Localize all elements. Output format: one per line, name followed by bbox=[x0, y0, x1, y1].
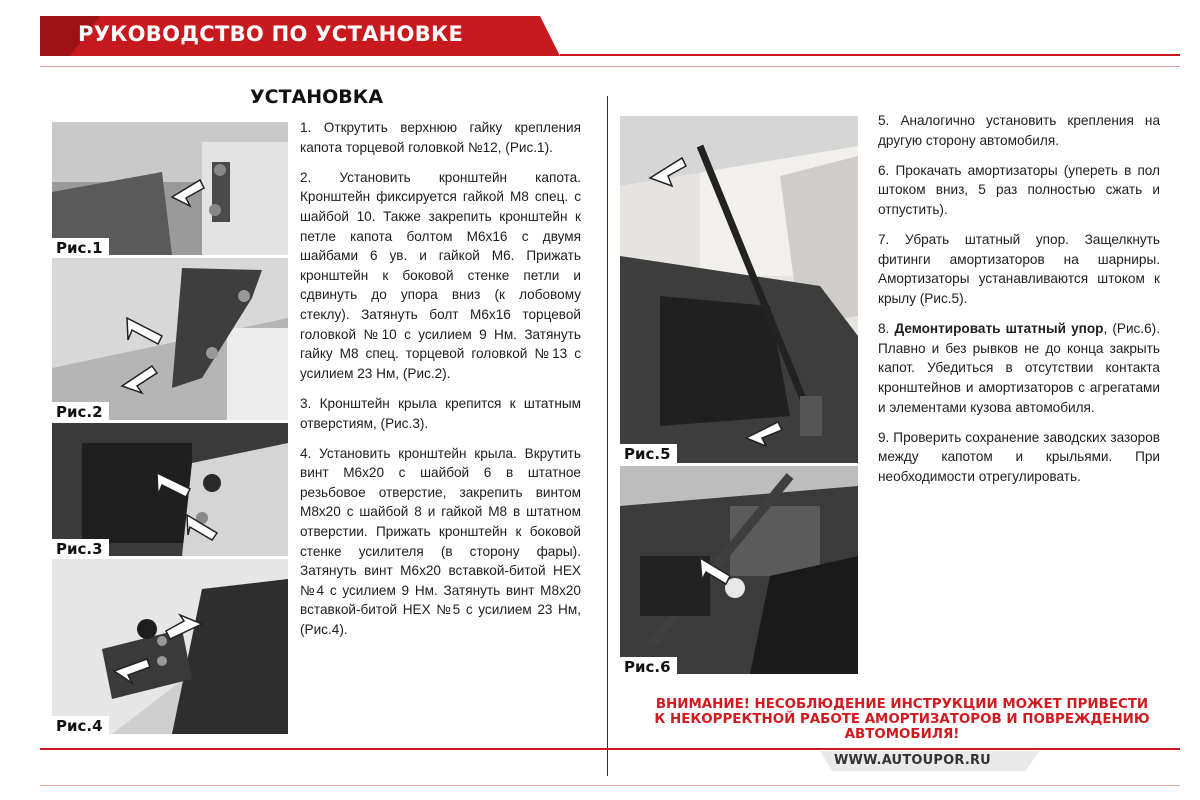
step-8-text bbox=[878, 319, 1160, 417]
step-6-text: 6. Прокачать амортизаторы (упереть в пол штоком вниз, 5 раз полностью сжать и отпустить). bbox=[878, 162, 1160, 217]
figure-4-photo bbox=[52, 559, 288, 734]
step-7-text: 7. Убрать штатный упор. Защелкнуть фитинги амортизаторов на шарниры. Амортизаторы устанавливаются штоком к крылу (Рис.5). bbox=[878, 232, 1160, 306]
figure-2-label: Рис.2 bbox=[52, 402, 109, 421]
figure-1-label: Рис.1 bbox=[52, 238, 109, 257]
footer-url[interactable]: WWW.AUTOUPOR.RU bbox=[834, 753, 991, 768]
footer-rule-thin bbox=[40, 785, 1180, 786]
header-rule bbox=[560, 54, 1180, 56]
step-9-text: 9. Проверить сохранение заводских зазоров между капотом и крыльями. При необходимости отрегулировать. bbox=[878, 429, 1160, 484]
figure-6-label: Рис.6 bbox=[620, 657, 677, 676]
steps-left-column bbox=[300, 118, 581, 650]
figure-1-photo bbox=[52, 122, 288, 255]
steps-right-column bbox=[878, 111, 1160, 497]
header-title: РУКОВОДСТВО ПО УСТАНОВКЕ bbox=[78, 22, 464, 46]
figure-4-label: Рис.4 bbox=[52, 716, 109, 735]
step-8-prefix: 8. bbox=[878, 321, 895, 337]
step-4-text: 4. Установить кронштейн крыла. Вкрутить винт М6х20 с шайбой 6 в штатное резьбовое отверстие, закрепить винтом М8х20 с шайбой 8 и гайкой М8 в штатном отверстии. Прижать кронштейн к боковой стенке усилителя (в сторону фары). Затянуть винт М6х20 вставкой-битой HEX №4 с усилием 9 Нм. Затянуть винт М8х20 вставкой-битой HEX №5 с усилием 23 Нм, (Рис.4). bbox=[300, 445, 581, 638]
header-rule-thin bbox=[40, 66, 1180, 67]
figure-3-photo bbox=[52, 423, 288, 556]
figure-6-photo bbox=[620, 466, 858, 674]
step-2-text: 2. Установить кронштейн капота. Кронштейн фиксируется гайкой М8 спец. с шайбой 10. Также закрепить кронштейн к петле капота болтом М6х16 с двумя шайбами 6 ув. и гайкой М6. Прижать кронштейн к боковой стенке петли и сдвинуть до упора вниз (к лобовому стеклу). Затянуть болт М6х16 торцевой головкой №10 с усилием 9 Нм. Затянуть гайку М8 спец. торцевой головкой №13 с усилием 23 Нм, (Рис.2). bbox=[300, 169, 581, 381]
step-1-text: 1. Открутить верхнюю гайку крепления капота торцевой головкой №12, (Рис.1). bbox=[300, 120, 581, 155]
figure-5-photo bbox=[620, 116, 858, 463]
step-3-text: 3. Кронштейн крыла крепится к штатным отверстиям, (Рис.3). bbox=[300, 395, 581, 431]
column-divider bbox=[607, 96, 608, 776]
figure-5-label: Рис.5 bbox=[620, 444, 677, 463]
step-8-rest: , (Рис.6). Плавно и без рывков не до конца закрыть капот. Убедиться в отсутствии контакта кронштейнов и амортизаторов с агрегатами и элементами кузова автомобиля. bbox=[878, 321, 1160, 415]
footer-rule bbox=[40, 748, 1180, 750]
section-title: УСТАНОВКА bbox=[250, 86, 384, 108]
step-8-bold: Демонтировать штатный упор bbox=[894, 321, 1104, 337]
figure-2-photo bbox=[52, 258, 288, 420]
figure-3-label: Рис.3 bbox=[52, 539, 109, 558]
step-5-text: 5. Аналогично установить крепления на другую сторону автомобиля. bbox=[878, 113, 1160, 148]
warning-text: ВНИМАНИЕ! НЕСОБЛЮДЕНИЕ ИНСТРУКЦИИ МОЖЕТ ПРИВЕСТИ К НЕКОРРЕКТНОЙ РАБОТЕ АМОРТИЗАТОРОВ И ПОВРЕЖДЕНИЮ АВТОМОБИЛЯ! bbox=[654, 697, 1150, 742]
